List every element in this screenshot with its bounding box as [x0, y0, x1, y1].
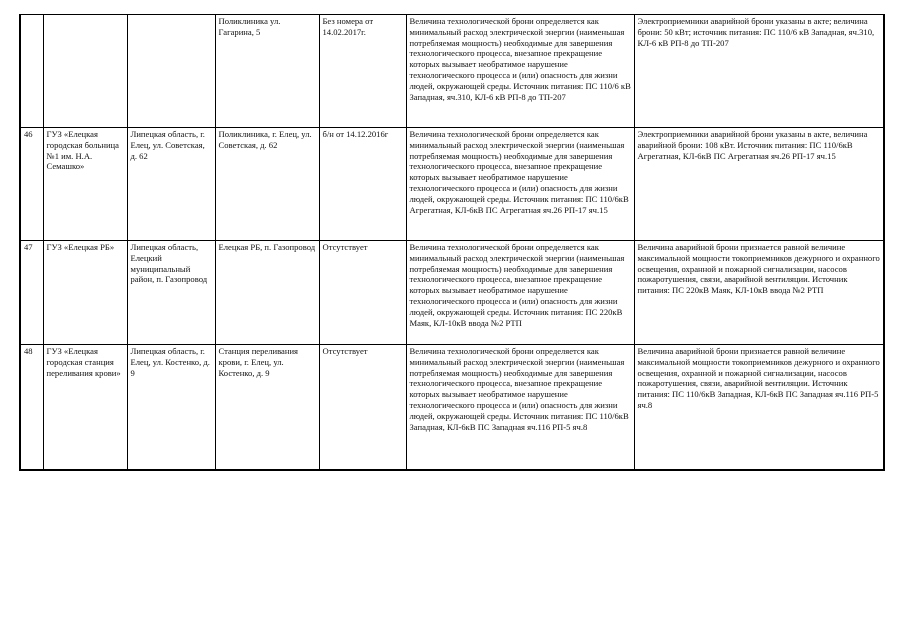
cell-address [127, 15, 215, 128]
cell-address: Липецкая область, г. Елец, ул. Костенко, д. 9 [127, 345, 215, 470]
cell-object: Елецкая РБ, п. Газопровод [215, 241, 319, 345]
cell-organization [43, 15, 127, 128]
cell-emergency-reserve: Электроприемники аварийной брони указаны в акте, величина аварийной брони: 108 кВт. Источник питания: ПС 110/6кВ Агрегатная, КЛ-6кВ ПС Агрегатная яч.26 РП-17 яч.15 [634, 128, 884, 241]
table-row [20, 241, 884, 345]
cell-object: Поликлиника, г. Елец, ул. Советская, д. 62 [215, 128, 319, 241]
cell-number: 47 [20, 241, 43, 345]
cell-emergency-reserve: Электроприемники аварийной брони указаны в акте; величина брони: 50 кВт; источник питания: ПС 110/6 кВ Западная, яч.310, КЛ-6 кВ РП-8 до ТП-207 [634, 15, 884, 128]
table-row [20, 128, 884, 241]
cell-organization: ГУЗ «Елецкая городская больница №1 им. Н.А. Семашко» [43, 128, 127, 241]
cell-number: 48 [20, 345, 43, 470]
cell-organization: ГУЗ «Елецкая РБ» [43, 241, 127, 345]
cell-address: Липецкая область, г. Елец, ул. Советская, д. 62 [127, 128, 215, 241]
cell-tech-reserve: Величина технологической брони определяется как минимальный расход электрической энергии (наименьшая потребляемая мощность) необходимые для завершения технологического процесса, внезапное прекращение которых вызывает необратимое нарушение технологического процесса и (или) опасность для жизни людей, окружающей среды. Источник питания: ПС 220кВ Маяк, КЛ-10кВ ввода №2 РТП [406, 241, 634, 345]
cell-act: Отсутствует [319, 241, 406, 345]
cell-object: Станция переливания крови, г. Елец, ул. Костенко, д. 9 [215, 345, 319, 470]
cell-tech-reserve: Величина технологической брони определяется как минимальный расход электрической энергии (наименьшая потребляемая мощность) необходимые для завершения технологического процесса, внезапное прекращение которых вызывает необратимое нарушение технологического процесса и (или) опасность для жизни людей, окружающей среды. Источник питания: ПС 110/6кВ Агрегатная, КЛ-6кВ ПС Агрегатная яч.26 РП-17 яч.15 [406, 128, 634, 241]
cell-number [20, 15, 43, 128]
cell-act: б/н от 14.12.2016г [319, 128, 406, 241]
reserve-table [19, 14, 885, 471]
cell-tech-reserve: Величина технологической брони определяется как минимальный расход электрической энергии (наименьшая потребляемая мощность) необходимые для завершения технологического процесса, внезапное прекращение которых вызывает необратимое нарушение технологического процесса и (или) опасность для жизни людей, окружающей среды. Источник питания: ПС 110/6 кВ Западная, яч.310, КЛ-6 кВ РП-8 до ТП-207 [406, 15, 634, 128]
cell-organization: ГУЗ «Елецкая городская станция переливания крови» [43, 345, 127, 470]
cell-object: Поликлиника ул. Гагарина, 5 [215, 15, 319, 128]
cell-emergency-reserve: Величина аварийной брони признается равной величине максимальной мощности токоприемников дежурного и охранного освещения, охранной и пожарной сигнализации, насосов пожаротушения, связи, аварийной вентиляции. Источник питания: ПС 220кВ Маяк, КЛ-10кВ ввода №2 РТП [634, 241, 884, 345]
cell-address: Липецкая область, Елецкий муниципальный район, п. Газопровод [127, 241, 215, 345]
cell-number: 46 [20, 128, 43, 241]
cell-emergency-reserve: Величина аварийной брони признается равной величине максимальной мощности токоприемников дежурного и охранного освещения, охранной и пожарной сигнализации, насосов пожаротушения, связи, аварийной вентиляции. Источник питания: ПС 110/6кВ Западная, КЛ-6кВ ПС Западная яч.116 РП-5 яч.8 [634, 345, 884, 470]
cell-act: Отсутствует [319, 345, 406, 470]
table-row [20, 345, 884, 470]
cell-tech-reserve: Величина технологической брони определяется как минимальный расход электрической энергии (наименьшая потребляемая мощность) необходимые для завершения технологического процесса, внезапное прекращение которых вызывает необратимое нарушение технологического процесса и (или) опасность для жизни людей, окружающей среды. Источник питания: ПС 110/6кВ Западная, КЛ-6кВ ПС Западная яч.116 РП-5 яч.8 [406, 345, 634, 470]
table-row [20, 15, 884, 128]
cell-act: Без номера от 14.02.2017г. [319, 15, 406, 128]
